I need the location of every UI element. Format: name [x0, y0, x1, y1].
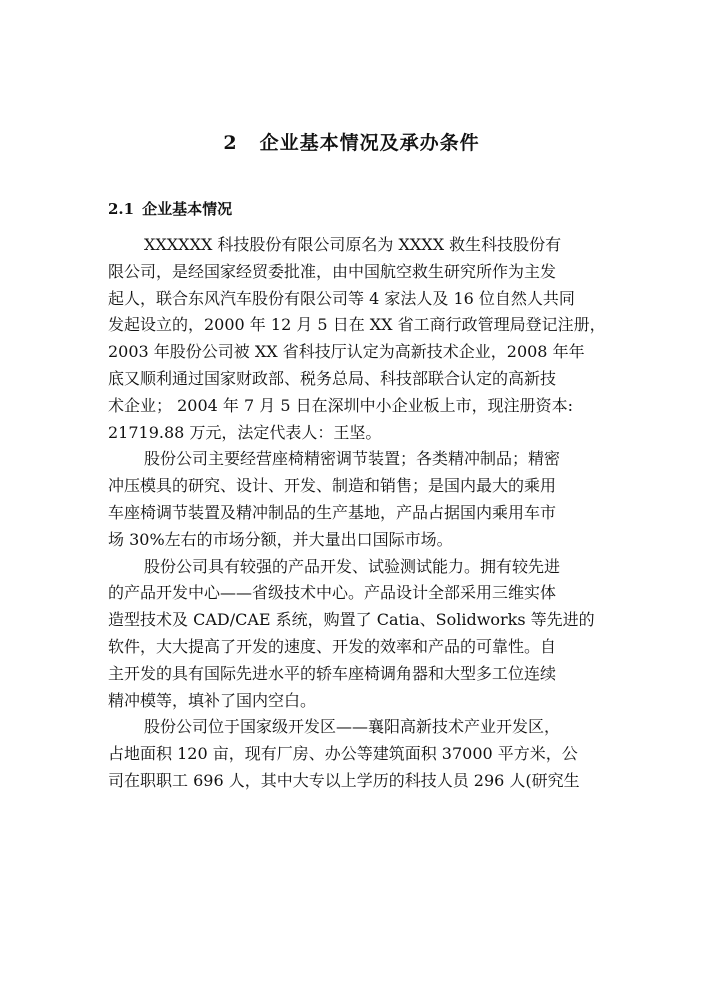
body-line: [0, 687, 703, 715]
body-line-text: 司在职职工 696 人，其中大专以上学历的科技人员 296 人(研究生: [108, 771, 580, 790]
body-line: [0, 311, 703, 339]
body-line: [0, 606, 703, 634]
body-line: [0, 526, 703, 554]
body-line: [0, 338, 703, 366]
body-line-text: 精冲模等，填补了国内空白。: [108, 690, 317, 710]
body-line: [0, 553, 703, 581]
body-line-text: 股份公司位于国家级开发区——襄阳高新技术产业开发区，: [144, 717, 561, 737]
body-line-text: 21719.88 万元，法定代表人：王坚。: [108, 422, 382, 442]
chapter-number: 2: [223, 132, 238, 154]
body-line-text: 术企业； 2004 年 7 月 5 日在深圳中小企业板上市，现注册资本:: [108, 395, 573, 415]
body-line-text: 主开发的具有国际先进水平的轿车座椅调角器和大型多工位连续: [108, 663, 557, 683]
body-line: [0, 579, 703, 607]
body-line-text: 占地面积 120 亩，现有厂房、办公等建筑面积 37000 平方米，公: [108, 744, 578, 764]
chapter-title-text: 企业基本情况及承办条件: [259, 132, 480, 154]
body-line-text: 冲压模具的研究、设计、开发、制造和销售；是国内最大的乘用: [108, 476, 557, 496]
body-line: [0, 392, 703, 420]
body-line-text: 限公司，是经国家经贸委批准，由中国航空救生研究所作为主发: [108, 261, 557, 281]
body-line: [0, 633, 703, 661]
body-line-text: XXXXXX 科技股份有限公司原名为 XXXX 救生科技股份有: [144, 235, 562, 254]
body-line-text: 2003 年股份公司被 XX 省科技厅认定为高新技术企业，2008 年年: [108, 342, 585, 362]
body-line: [0, 713, 703, 741]
body-line: [0, 285, 703, 313]
body-line: [0, 445, 703, 473]
body-line: [0, 419, 703, 447]
body-line: [0, 258, 703, 286]
section-heading: [108, 198, 232, 219]
body-line: [0, 740, 703, 768]
body-line-text: 软件，大大提高了开发的速度、开发的效率和产品的可靠性。自: [108, 637, 557, 656]
body-line-text: 发起设立的，2000 年 12 月 5 日在 XX 省工商行政管理局登记注册，: [108, 315, 606, 335]
section-title-text: 企业基本情况: [142, 200, 233, 218]
chapter-title: [0, 128, 703, 155]
body-line: [0, 472, 703, 500]
body-line: [0, 499, 703, 527]
body-line-text: 股份公司具有较强的产品开发、试验测试能力。拥有较先进: [144, 556, 561, 576]
body-line-text: 场 30%左右的市场分额，并大量出口国际市场。: [108, 529, 453, 549]
body-line-text: 起人，联合东风汽车股份有限公司等 4 家法人及 16 位自然人共同: [108, 288, 575, 308]
body-line-text: 的产品开发中心——省级技术中心。产品设计全部采用三维实体: [108, 583, 557, 603]
body-line-text: 造型技术及 CAD/CAE 系统，购置了 Catia、Solidworks 等先进的: [108, 610, 595, 630]
body-line-text: 底又顺利通过国家财政部、税务总局、科技部联合认定的高新技: [108, 369, 557, 388]
body-line-text: 股份公司主要经营座椅精密调节装置；各类精冲制品；精密: [144, 449, 561, 469]
section-number: 2.1: [108, 200, 135, 218]
body-line-text: 车座椅调节装置及精冲制品的生产基地，产品占据国内乘用车市: [108, 503, 557, 522]
body-line: [0, 231, 703, 259]
body-line: [0, 365, 703, 393]
body-line: [0, 660, 703, 688]
body-line: [0, 767, 703, 795]
